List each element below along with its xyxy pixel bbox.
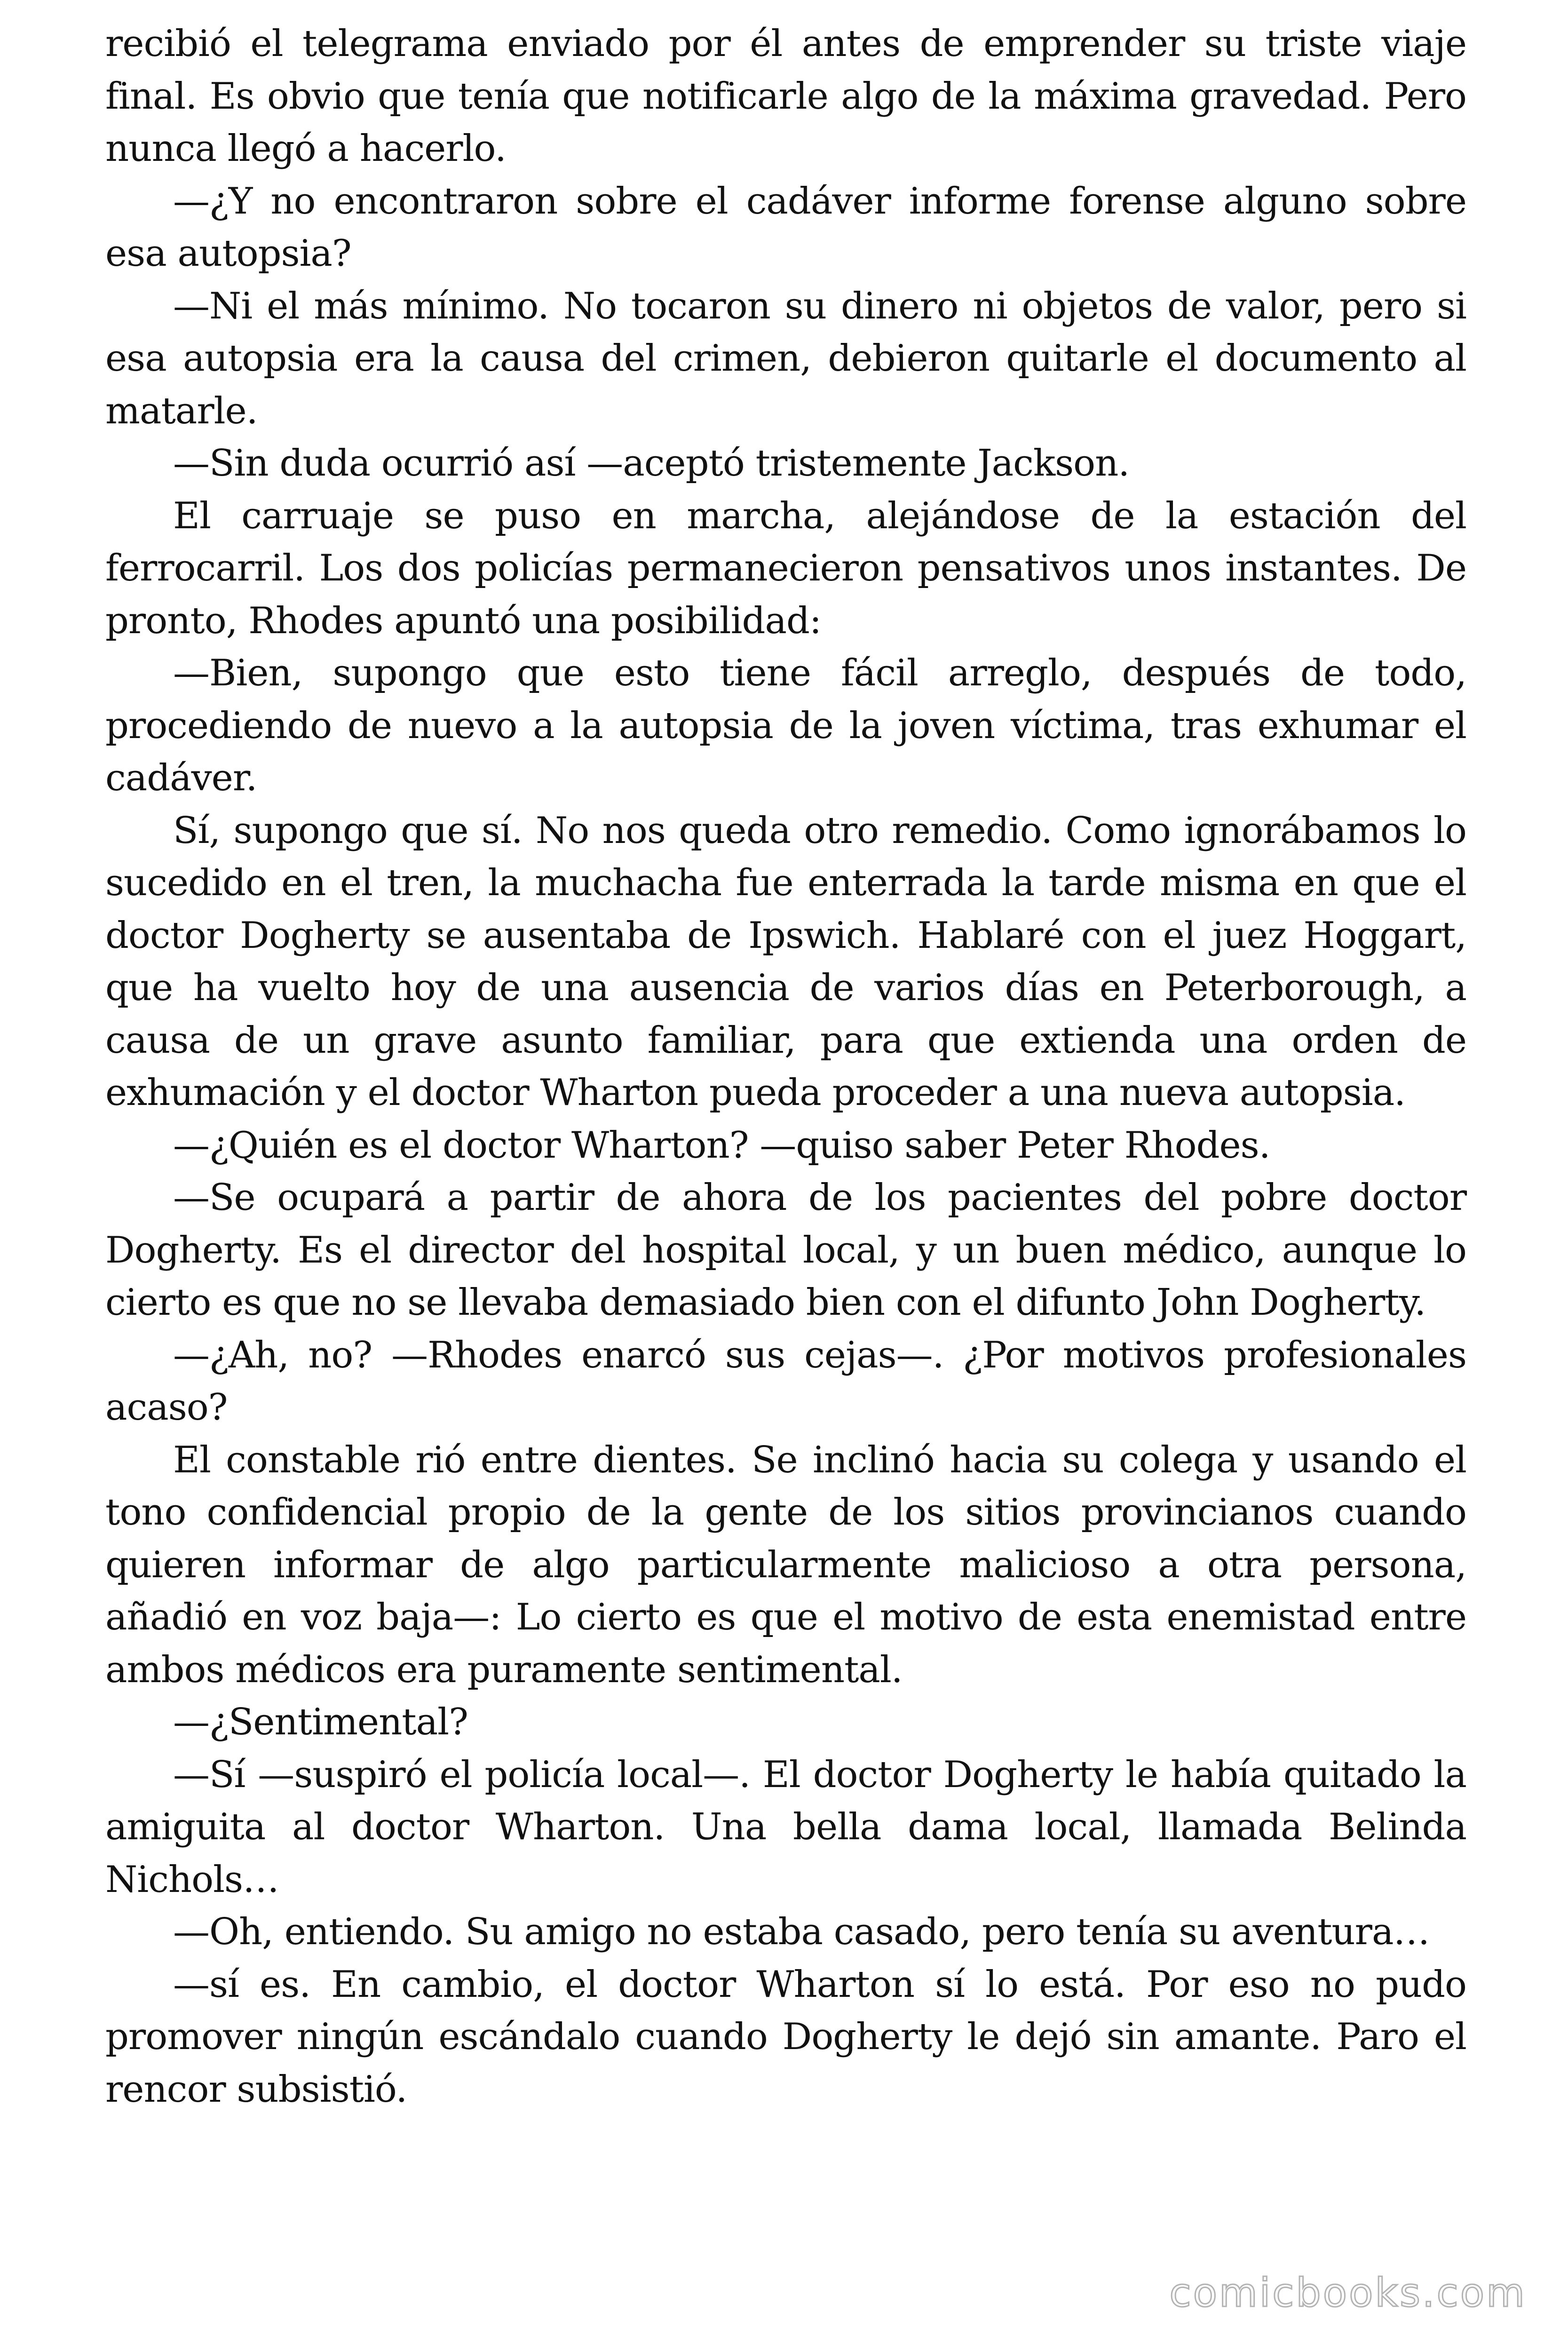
paragraph-3: —Ni el más mínimo. No tocaron su dinero ni objetos de valor, pero si esa autopsia era la causa del crimen, debieron quitarle el documento al matarle. [105, 285, 1466, 432]
paragraph-1: recibió el telegrama enviado por él antes de emprender su triste viaje final. Es obvio que tenía que notificarle algo de la máxima gravedad. Pero nunca llegó a hacerlo. [105, 23, 1466, 170]
paragraph-13: —Sí —suspiró el policía local—. El doctor Dogherty le había quitado la amiguita al doctor Wharton. Una bella dama local, llamada Belinda Nichols… [105, 1753, 1466, 1901]
paragraph-4: —Sin duda ocurrió así —aceptó tristemente Jackson. [173, 442, 1130, 485]
paragraph-2: —¿Y no encontraron sobre el cadáver informe forense alguno sobre esa autopsia? [105, 180, 1466, 275]
paragraph-15: —sí es. En cambio, el doctor Wharton sí lo está. Por eso no pudo promover ningún escándalo cuando Dogherty le dejó sin amante. Paro el rencor subsistió. [105, 1963, 1466, 2111]
paragraph-7: Sí, supongo que sí. No nos queda otro remedio. Como ignorábamos lo sucedido en el tren, la muchacha fue enterrada la tarde misma en que el doctor Dogherty se ausentaba de Ipswich. Hablaré con el juez Hoggart, que ha vuelto hoy de una ausencia de varios días en Peterborough, a causa de un grave asunto familiar, para que extienda una orden de exhumación y el doctor Wharton pueda proceder a una nueva autopsia. [105, 809, 1466, 1114]
paragraph-8: —¿Quién es el doctor Wharton? —quiso saber Peter Rhodes. [173, 1124, 1270, 1167]
watermark: comicbooks.com [1169, 2270, 1527, 2316]
paragraph-12: —¿Sentimental? [173, 1701, 468, 1743]
page-body [105, 18, 1466, 2116]
paragraph-6: —Bien, supongo que esto tiene fácil arreglo, después de todo, procediendo de nuevo a la autopsia de la joven víctima, tras exhumar el cadáver. [105, 652, 1466, 799]
paragraph-10: —¿Ah, no? —Rhodes enarcó sus cejas—. ¿Por motivos profesionales acaso? [105, 1334, 1466, 1429]
paragraph-14: —Oh, entiendo. Su amigo no estaba casado, pero tenía su aventura… [173, 1911, 1430, 1953]
paragraph-11: El constable rió entre dientes. Se inclinó hacia su colega y usando el tono confidencial propio de la gente de los sitios provincianos cuando quieren informar de algo particularmente malicioso a otra persona, añadió en voz baja—: Lo cierto es que el motivo de esta enemistad entre ambos médicos era puramente sentimental. [105, 1438, 1466, 1691]
paragraph-5: El carruaje se puso en marcha, alejándose de la estación del ferrocarril. Los dos policías permanecieron pensativos unos instantes. De pronto, Rhodes apuntó una posibilidad: [105, 494, 1466, 642]
paragraph-9: —Se ocupará a partir de ahora de los pacientes del pobre doctor Dogherty. Es el director del hospital local, y un buen médico, aunque lo cierto es que no se llevaba demasiado bien con el difunto John Dogherty. [105, 1176, 1466, 1324]
